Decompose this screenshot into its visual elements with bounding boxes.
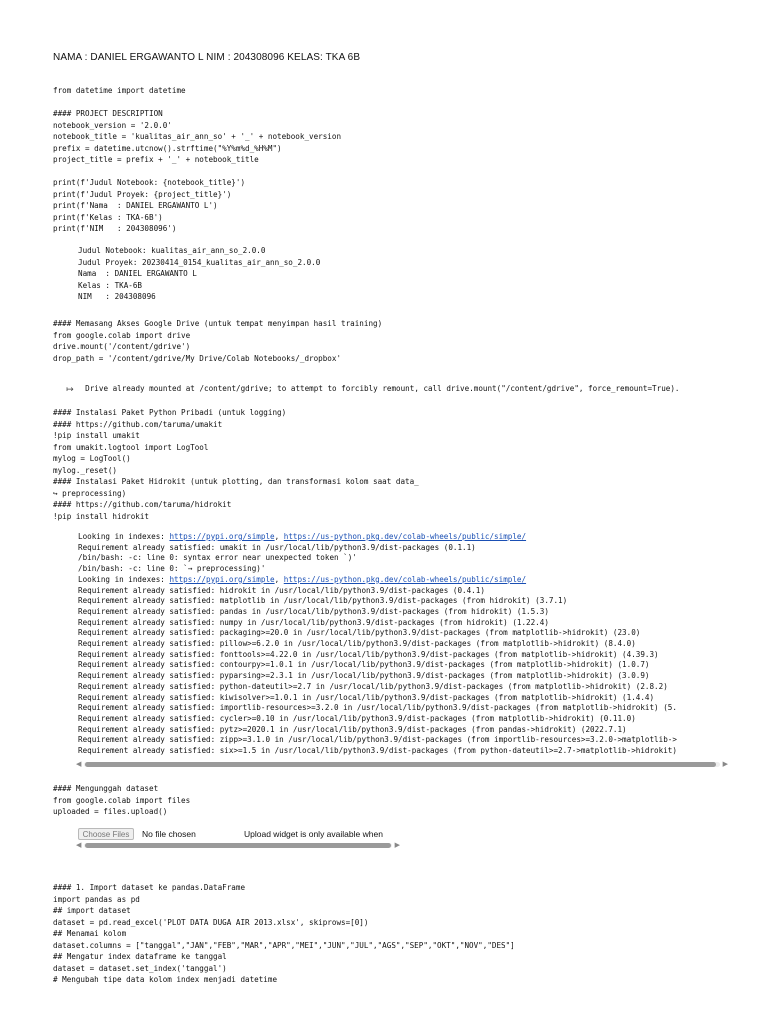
scroll-left-icon[interactable]: ◀	[76, 841, 82, 849]
index-link[interactable]: https://pypi.org/simple	[169, 532, 275, 541]
output-line: Requirement already satisfied: pytz>=2020.1 in /usr/local/lib/python3.9/dist-packages (from pandas->hidrokit) (2022.7.1)	[78, 724, 627, 734]
output-horizontal-scrollbar[interactable]	[76, 761, 728, 768]
output-line: Requirement already satisfied: pyparsing>=2.3.1 in /usr/local/lib/python3.9/dist-packages (from matplotlib->hidrokit) (3.0.9)	[78, 671, 650, 681]
index-link[interactable]: https://pypi.org/simple	[169, 574, 275, 584]
output-line: /bin/bash: -c: line 0: `→ preprocessing)'	[78, 564, 266, 574]
scroll-right-icon[interactable]: ▶	[722, 760, 728, 768]
output-text: Looking in indexes:	[78, 574, 170, 584]
code-cell-project-description[interactable]: from datetime import datetime #### PROJECT DESCRIPTION notebook_version = '2.0.0' notebook_title = 'kualitas_air_ann_so' + '_' + notebook_version prefix = datetime.utcnow().strftime("%Y%m%d_%H%M") project_title = prefix + '_' + notebook_title print(f'Judul Notebook: {notebook_title}') print(f'Judul Proyek: {project_title}') print(f'Nama : DANIEL ERGAWANTO L') print(f'Kelas : TKA-6B') print(f'NIM : 204308096')	[53, 86, 342, 233]
output-line: Requirement already satisfied: cycler>=0.10 in /usr/local/lib/python3.9/dist-packages (from matplotlib->hidrokit) (0.11.0)	[78, 713, 636, 723]
output-arrow-icon: ↦	[66, 385, 74, 395]
code-cell-import-dataset[interactable]: #### 1. Import dataset ke pandas.DataFrame import pandas as pd ## import dataset dataset = pd.read_excel('PLOT DATA DUGA AIR 2013.xlsx', skiprows=[0]) ## Menamai kolom dataset.columns = ["tanggal","JAN","FEB","MAR","APR","MEI","JUN","JUL","AGS","SEP","OKT","NOV","DES"] ## Mengatur index dataframe ke tanggal dataset = dataset.set_index('tanggal') # Mengubah tipe data kolom index menjadi datetime	[53, 883, 515, 984]
output-line: Requirement already satisfied: hidrokit in /usr/local/lib/python3.9/dist-packages (0.4.1)	[78, 585, 485, 595]
code-cell-upload-dataset[interactable]: #### Mengunggah dataset from google.colab import files uploaded = files.upload()	[53, 784, 191, 816]
output-line: Requirement already satisfied: zipp>=3.1.0 in /usr/local/lib/python3.9/dist-packages (from importlib-resources>=3.2.0->matplotlib->	[78, 735, 677, 745]
output-line: Requirement already satisfied: six>=1.5 in /usr/local/lib/python3.9/dist-packages (from python-dateutil>=2.7->matplotlib->hidrokit)	[78, 746, 677, 756]
output-text: ,	[274, 532, 284, 541]
output-line: Requirement already satisfied: pillow>=6.2.0 in /usr/local/lib/python3.9/dist-packages (from matplotlib->hidrokit) (8.4.0)	[78, 639, 636, 649]
student-header: NAMA : DANIEL ERGAWANTO L NIM : 204308096 KELAS: TKA 6B	[53, 52, 361, 63]
cell-output-project: Judul Notebook: kualitas_air_ann_so_2.0.0 Judul Proyek: 20230414_0154_kualitas_air_ann_so_2.0.0 Nama : DANIEL ERGAWANTO L Kelas : TKA-6B NIM : 204308096	[78, 246, 321, 301]
choose-files-button[interactable]: Choose Files	[78, 828, 134, 840]
output-text: ,	[274, 574, 284, 584]
scrollbar-thumb[interactable]	[85, 843, 391, 848]
code-cell-install-packages[interactable]: #### Instalasi Paket Python Pribadi (untuk logging) #### https://github.com/taruma/umakit !pip install umakit from umakit.logtool import LogTool mylog = LogTool() mylog._reset() #### Instalasi Paket Hidrokit (untuk plotting, dan transformasi kolom saat data_ ↪ preprocessing) #### https://github.com/taruma/hidrokit !pip install hidrokit	[53, 408, 419, 521]
upload-widget-note: Upload widget is only available when	[244, 829, 383, 839]
output-line: Requirement already satisfied: kiwisolver>=1.0.1 in /usr/local/lib/python3.9/dist-packages (from matplotlib->hidrokit) (1.4.4)	[78, 692, 655, 702]
scroll-left-icon[interactable]: ◀	[76, 760, 82, 768]
output-line: Requirement already satisfied: packaging>=20.0 in /usr/local/lib/python3.9/dist-packages (from matplotlib->hidrokit) (23.0)	[78, 628, 641, 638]
output-line: Requirement already satisfied: python-dateutil>=2.7 in /usr/local/lib/python3.9/dist-packages (from matplotlib->hidrokit) (2.8.2)	[78, 681, 668, 691]
scroll-right-icon[interactable]: ▶	[394, 841, 400, 849]
cell-output-pip	[78, 532, 677, 757]
upload-horizontal-scrollbar[interactable]	[76, 842, 400, 849]
cell-output-drive	[57, 375, 680, 395]
file-status-text: No file chosen	[142, 829, 196, 839]
scrollbar-thumb[interactable]	[85, 762, 716, 767]
output-line	[78, 575, 677, 586]
output-line: Requirement already satisfied: importlib-resources>=3.2.0 in /usr/local/lib/python3.9/dist-packages (from matplotlib->hidrokit) (5.	[78, 703, 677, 713]
output-line: Requirement already satisfied: umakit in /usr/local/lib/python3.9/dist-packages (0.1.1)	[78, 542, 476, 552]
index-link[interactable]: https://us-python.pkg.dev/colab-wheels/public/simple/	[283, 532, 527, 541]
output-line: Requirement already satisfied: contourpy>=1.0.1 in /usr/local/lib/python3.9/dist-packages (from matplotlib->hidrokit) (1.0.7)	[78, 660, 650, 670]
output-line: Requirement already satisfied: numpy in /usr/local/lib/python3.9/dist-packages (from hidrokit) (1.22.4)	[78, 617, 549, 627]
output-line: Requirement already satisfied: matplotlib in /usr/local/lib/python3.9/dist-packages (from hidrokit) (3.7.1)	[78, 596, 568, 606]
output-text: Looking in indexes:	[78, 532, 170, 541]
output-line	[78, 532, 677, 543]
output-line: Requirement already satisfied: fonttools>=4.22.0 in /usr/local/lib/python3.9/dist-packages (from matplotlib->hidrokit) (4.39.3)	[78, 649, 659, 659]
output-line: Requirement already satisfied: pandas in /usr/local/lib/python3.9/dist-packages (from hidrokit) (1.5.3)	[78, 606, 549, 616]
index-link[interactable]: https://us-python.pkg.dev/colab-wheels/public/simple/	[283, 574, 527, 584]
code-cell-google-drive[interactable]: #### Memasang Akses Google Drive (untuk tempat menyimpan hasil training) from google.colab import drive drive.mount('/content/gdrive') drop_path = '/content/gdrive/My Drive/Colab Notebooks/_dropbox'	[53, 319, 383, 363]
drive-output-text: Drive already mounted at /content/gdrive; to attempt to forcibly remount, call drive.mount("/content/gdrive", force_remount=True).	[85, 384, 680, 393]
output-line: /bin/bash: -c: line 0: syntax error near unexpected token `)'	[78, 553, 357, 563]
